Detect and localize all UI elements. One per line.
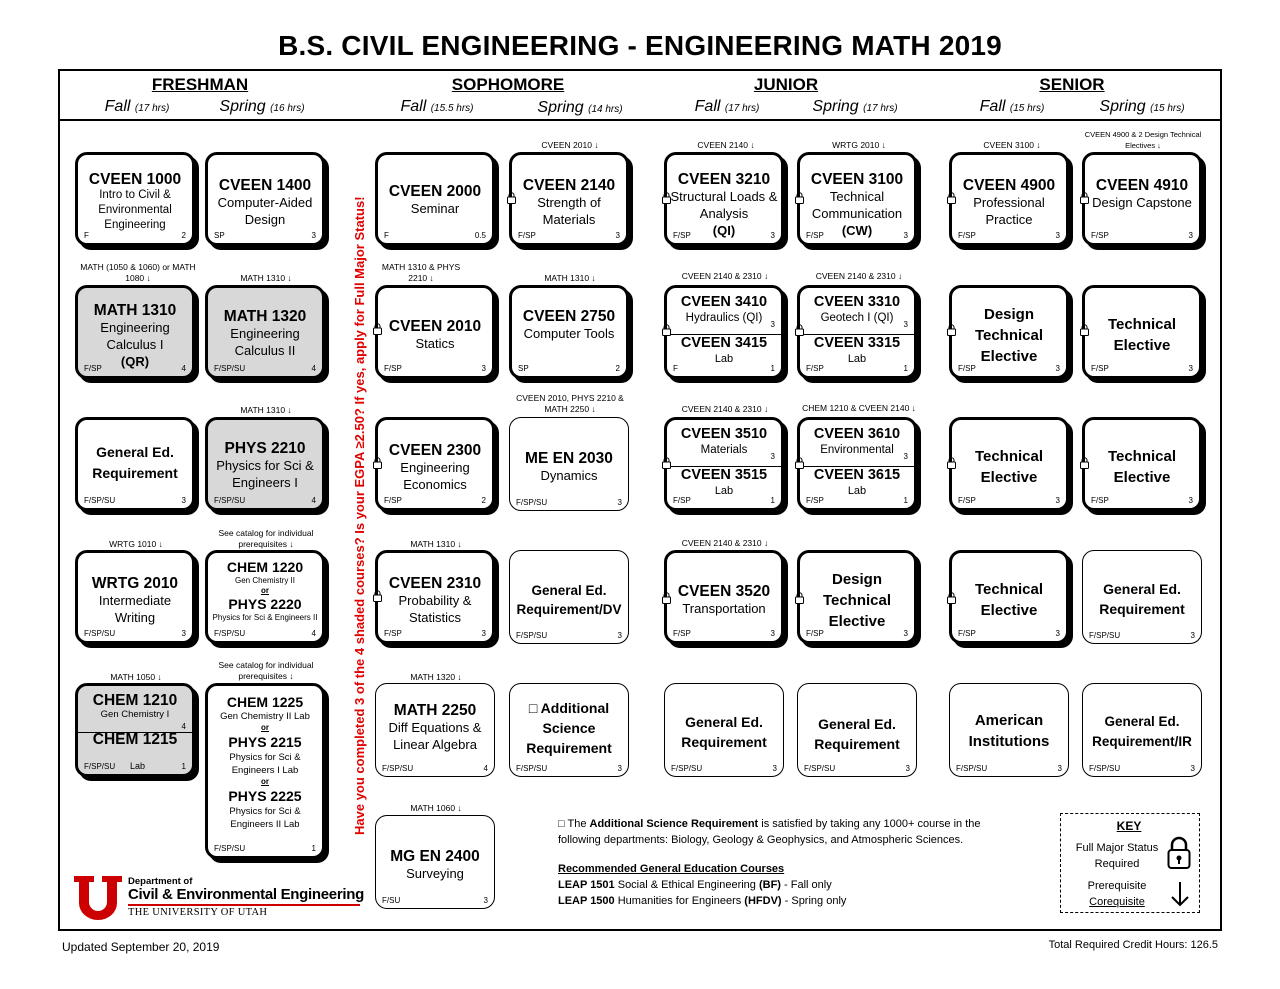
prereq-note: WRTG 1010 ↓: [109, 539, 163, 549]
course-cveen-1400: CVEEN 1400 Computer-Aided Design SP 3: [205, 152, 325, 246]
sem-sr-spring: Spring (15 hrs): [1099, 98, 1185, 115]
course-cveen-3610-3615: CVEEN 3610 Environmental 3 CVEEN 3615 Lab F/SP 1: [797, 417, 917, 511]
lock-icon: [947, 457, 956, 469]
updated-date: Updated September 20, 2019: [62, 940, 220, 954]
course-chem-1210-1215: CHEM 1210 Gen Chemistry I 4 CHEM 1215 Lab F/SP/SU 1: [75, 683, 195, 777]
sem-sr-fall: Fall (15 hrs): [979, 98, 1045, 115]
full-major-status-note: Have you completed 3 of the 4 shaded courses? Is your EGPA ≥2.50? If yes, apply for Full Major Status!: [352, 196, 367, 835]
lock-icon: [947, 324, 956, 336]
prereq-note: CVEEN 2140 & 2310 ↓: [681, 404, 769, 414]
course-gen-ed-dv: General Ed. Requirement/DV F/SP/SU 3: [509, 550, 629, 644]
sem-jr-spring: Spring (17 hrs): [812, 98, 898, 115]
lock-icon: [1080, 192, 1089, 204]
course-technical-elective: Technical Elective F/SP 3: [1082, 417, 1202, 511]
course-cveen-3410-3415: CVEEN 3410 Hydraulics (QI) 3 CVEEN 3415 Lab F 1: [664, 285, 784, 379]
prereq-note: CVEEN 2140 & 2310 ↓: [681, 538, 769, 548]
sem-fr-spring: Spring (16 hrs): [219, 98, 305, 115]
prereq-note: MATH 1310 ↓: [410, 539, 462, 549]
course-cveen-3510-3515: CVEEN 3510 Materials 3 CVEEN 3515 Lab F/SP 1: [664, 417, 784, 511]
prereq-note: CVEEN 2140 & 2310 ↓: [815, 271, 903, 281]
prereq-note: MATH 1310 & PHYS 2210 ↓: [381, 262, 461, 283]
lock-icon: [662, 457, 671, 469]
lock-icon: [1080, 457, 1089, 469]
course-design-technical-elective: Design Technical Elective F/SP 3: [797, 550, 917, 644]
prereq-note: CVEEN 2140 & 2310 ↓: [681, 271, 769, 281]
prereq-note: MATH (1050 & 1060) or MATH 1080 ↓: [80, 262, 196, 283]
year-junior: JUNIOR: [753, 75, 819, 94]
sem-so-spring: Spring (14 hrs): [537, 99, 623, 116]
course-gen-ed: General Ed. Requirement F/SP/SU 3: [797, 683, 917, 777]
course-cveen-2140: CVEEN 2140 Strength of Materials F/SP 3: [509, 152, 629, 246]
course-math-1320: MATH 1320 Engineering Calculus II F/SP/SU 4: [205, 285, 325, 379]
course-gen-ed: General Ed. Requirement F/SP/SU 3: [1082, 550, 1202, 644]
prereq-note: See catalog for individual prerequisites ↓: [218, 660, 314, 681]
course-gen-ed: General Ed. Requirement F/SP/SU 3: [664, 683, 784, 777]
course-cveen-2010: CVEEN 2010 Statics F/SP 3: [375, 285, 495, 379]
course-wrtg-2010: WRTG 2010 Intermediate Writing F/SP/SU 3: [75, 550, 195, 644]
prereq-note: See catalog for individual prerequisites ↓: [218, 528, 314, 549]
prereq-note: WRTG 2010 ↓: [832, 140, 886, 150]
lock-icon: [662, 324, 671, 336]
prereq-note: MATH 1060 ↓: [410, 803, 462, 813]
header-divider: [60, 119, 1220, 121]
page-title: B.S. CIVIL ENGINEERING - ENGINEERING MATH 2019: [278, 30, 1002, 61]
course-cveen-2300: CVEEN 2300 Engineering Economics F/SP 2: [375, 417, 495, 511]
lock-icon: [1080, 324, 1089, 336]
arrow-down-icon: [1169, 880, 1191, 908]
total-credit-hours: Total Required Credit Hours: 126.5: [1048, 939, 1218, 951]
prereq-note: MATH 1310 ↓: [240, 405, 292, 415]
course-cveen-4910: CVEEN 4910 Design Capstone F/SP 3: [1082, 152, 1202, 246]
prereq-note: CVEEN 3100 ↓: [983, 140, 1041, 150]
prereq-note: MATH 1310 ↓: [544, 273, 596, 283]
course-additional-science: □ Additional Science Requirement F/SP/SU 3: [509, 683, 629, 777]
lock-icon: [795, 457, 804, 469]
course-chem-1225-or-phys-lab: CHEM 1225 Gen Chemistry II Lab or PHYS 2215 Physics for Sci & Engineers I Lab or PHYS 2225 Physics for Sci & Engineers II Lab F/SP/SU 1: [205, 683, 325, 859]
course-design-technical-elective: Design Technical Elective F/SP 3: [949, 285, 1069, 379]
course-gen-ed: General Ed. Requirement F/SP/SU 3: [75, 417, 195, 511]
legend-key: KEY Full Major Status Required Prerequisite Corequisite: [1060, 813, 1200, 913]
course-cveen-3100: CVEEN 3100 Technical Communication (CW) F/SP 3: [797, 152, 917, 246]
course-math-1310: MATH 1310 Engineering Calculus I (QR) F/SP 4: [75, 285, 195, 379]
sem-so-fall: Fall (15.5 hrs): [400, 98, 474, 115]
course-chem-1220-or-phys-2220: CHEM 1220 Gen Chemistry II or PHYS 2220 Physics for Sci & Engineers II F/SP/SU 4: [205, 550, 325, 644]
course-cveen-4900: CVEEN 4900 Professional Practice F/SP 3: [949, 152, 1069, 246]
recommended-gen-ed: Recommended General Education Courses LEAP 1501 Social & Ethical Engineering (BF) - Fall only LEAP 1500 Humanities for Engineers (HFDV) - Spring only: [558, 863, 847, 907]
course-technical-elective: Technical Elective F/SP 3: [949, 550, 1069, 644]
course-technical-elective: Technical Elective F/SP 3: [949, 417, 1069, 511]
lock-icon: [947, 592, 956, 604]
course-american-institutions: American Institutions F/SP/SU 3: [949, 683, 1069, 777]
prereq-note: CVEEN 2010, PHYS 2210 & MATH 2250 ↓: [516, 393, 624, 414]
prereq-note: CVEEN 4900 & 2 Design Technical Electives ↓: [1084, 130, 1202, 150]
lock-icon: [373, 323, 382, 335]
prereq-note: CHEM 1210 & CVEEN 2140 ↓: [802, 403, 916, 413]
course-technical-elective: Technical Elective F/SP 3: [1082, 285, 1202, 379]
lock-icon: [507, 192, 516, 204]
university-u-logo: [74, 876, 122, 920]
course-cveen-2310: CVEEN 2310 Probability & Statistics F/SP 3: [375, 550, 495, 644]
year-senior: SENIOR: [1039, 75, 1105, 94]
prereq-note: MATH 1050 ↓: [110, 672, 162, 682]
course-cveen-1000: CVEEN 1000 Intro to Civil & Environmental Engineering F 2: [75, 152, 195, 246]
course-cveen-3520: CVEEN 3520 Transportation F/SP 3: [664, 550, 784, 644]
course-cveen-2000: CVEEN 2000 Seminar F 0.5: [375, 152, 495, 246]
prereq-note: CVEEN 2010 ↓: [541, 140, 599, 150]
sem-fr-fall: Fall (17 hrs): [104, 98, 170, 115]
lock-icon: [373, 590, 382, 602]
course-phys-2210: PHYS 2210 Physics for Sci & Engineers I F/SP/SU 4: [205, 417, 325, 511]
prereq-note: CVEEN 2140 ↓: [697, 140, 755, 150]
lock-icon: [947, 192, 956, 204]
lock-icon: [795, 324, 804, 336]
course-mg-en-2400: MG EN 2400 Surveying F/SU 3: [375, 815, 495, 909]
course-math-2250: MATH 2250 Diff Equations & Linear Algebra F/SP/SU 4: [375, 683, 495, 777]
lock-icon: [373, 457, 382, 469]
year-sophomore: SOPHOMORE: [451, 75, 565, 94]
lock-icon: [1167, 836, 1191, 870]
course-gen-ed-ir: General Ed. Requirement/IR F/SP/SU 3: [1082, 683, 1202, 777]
lock-icon: [662, 592, 671, 604]
sem-jr-fall: Fall (17 hrs): [694, 98, 760, 115]
prereq-note: MATH 1320 ↓: [410, 672, 462, 682]
course-cveen-3310-3315: CVEEN 3310 Geotech I (QI) 3 CVEEN 3315 Lab F/SP 1: [797, 285, 917, 379]
course-cveen-2750: CVEEN 2750 Computer Tools SP 2: [509, 285, 629, 379]
lock-icon: [795, 192, 804, 204]
lock-icon: [795, 592, 804, 604]
additional-science-note: □ The Additional Science Requirement is satisfied by taking any 1000+ course in the following departments: Biology, Geology & Geophysics, and Atmospheric Sciences.: [558, 818, 981, 846]
year-freshman: FRESHMAN: [151, 75, 249, 94]
lock-icon: [662, 192, 671, 204]
course-cveen-3210: CVEEN 3210 Structural Loads & Analysis (QI) F/SP 3: [664, 152, 784, 246]
course-me-en-2030: ME EN 2030 Dynamics F/SP/SU 3: [509, 417, 629, 511]
prereq-note: MATH 1310 ↓: [240, 273, 292, 283]
department-logo: Department of Civil & Environmental Engineering THE UNIVERSITY OF UTAH: [74, 876, 364, 920]
